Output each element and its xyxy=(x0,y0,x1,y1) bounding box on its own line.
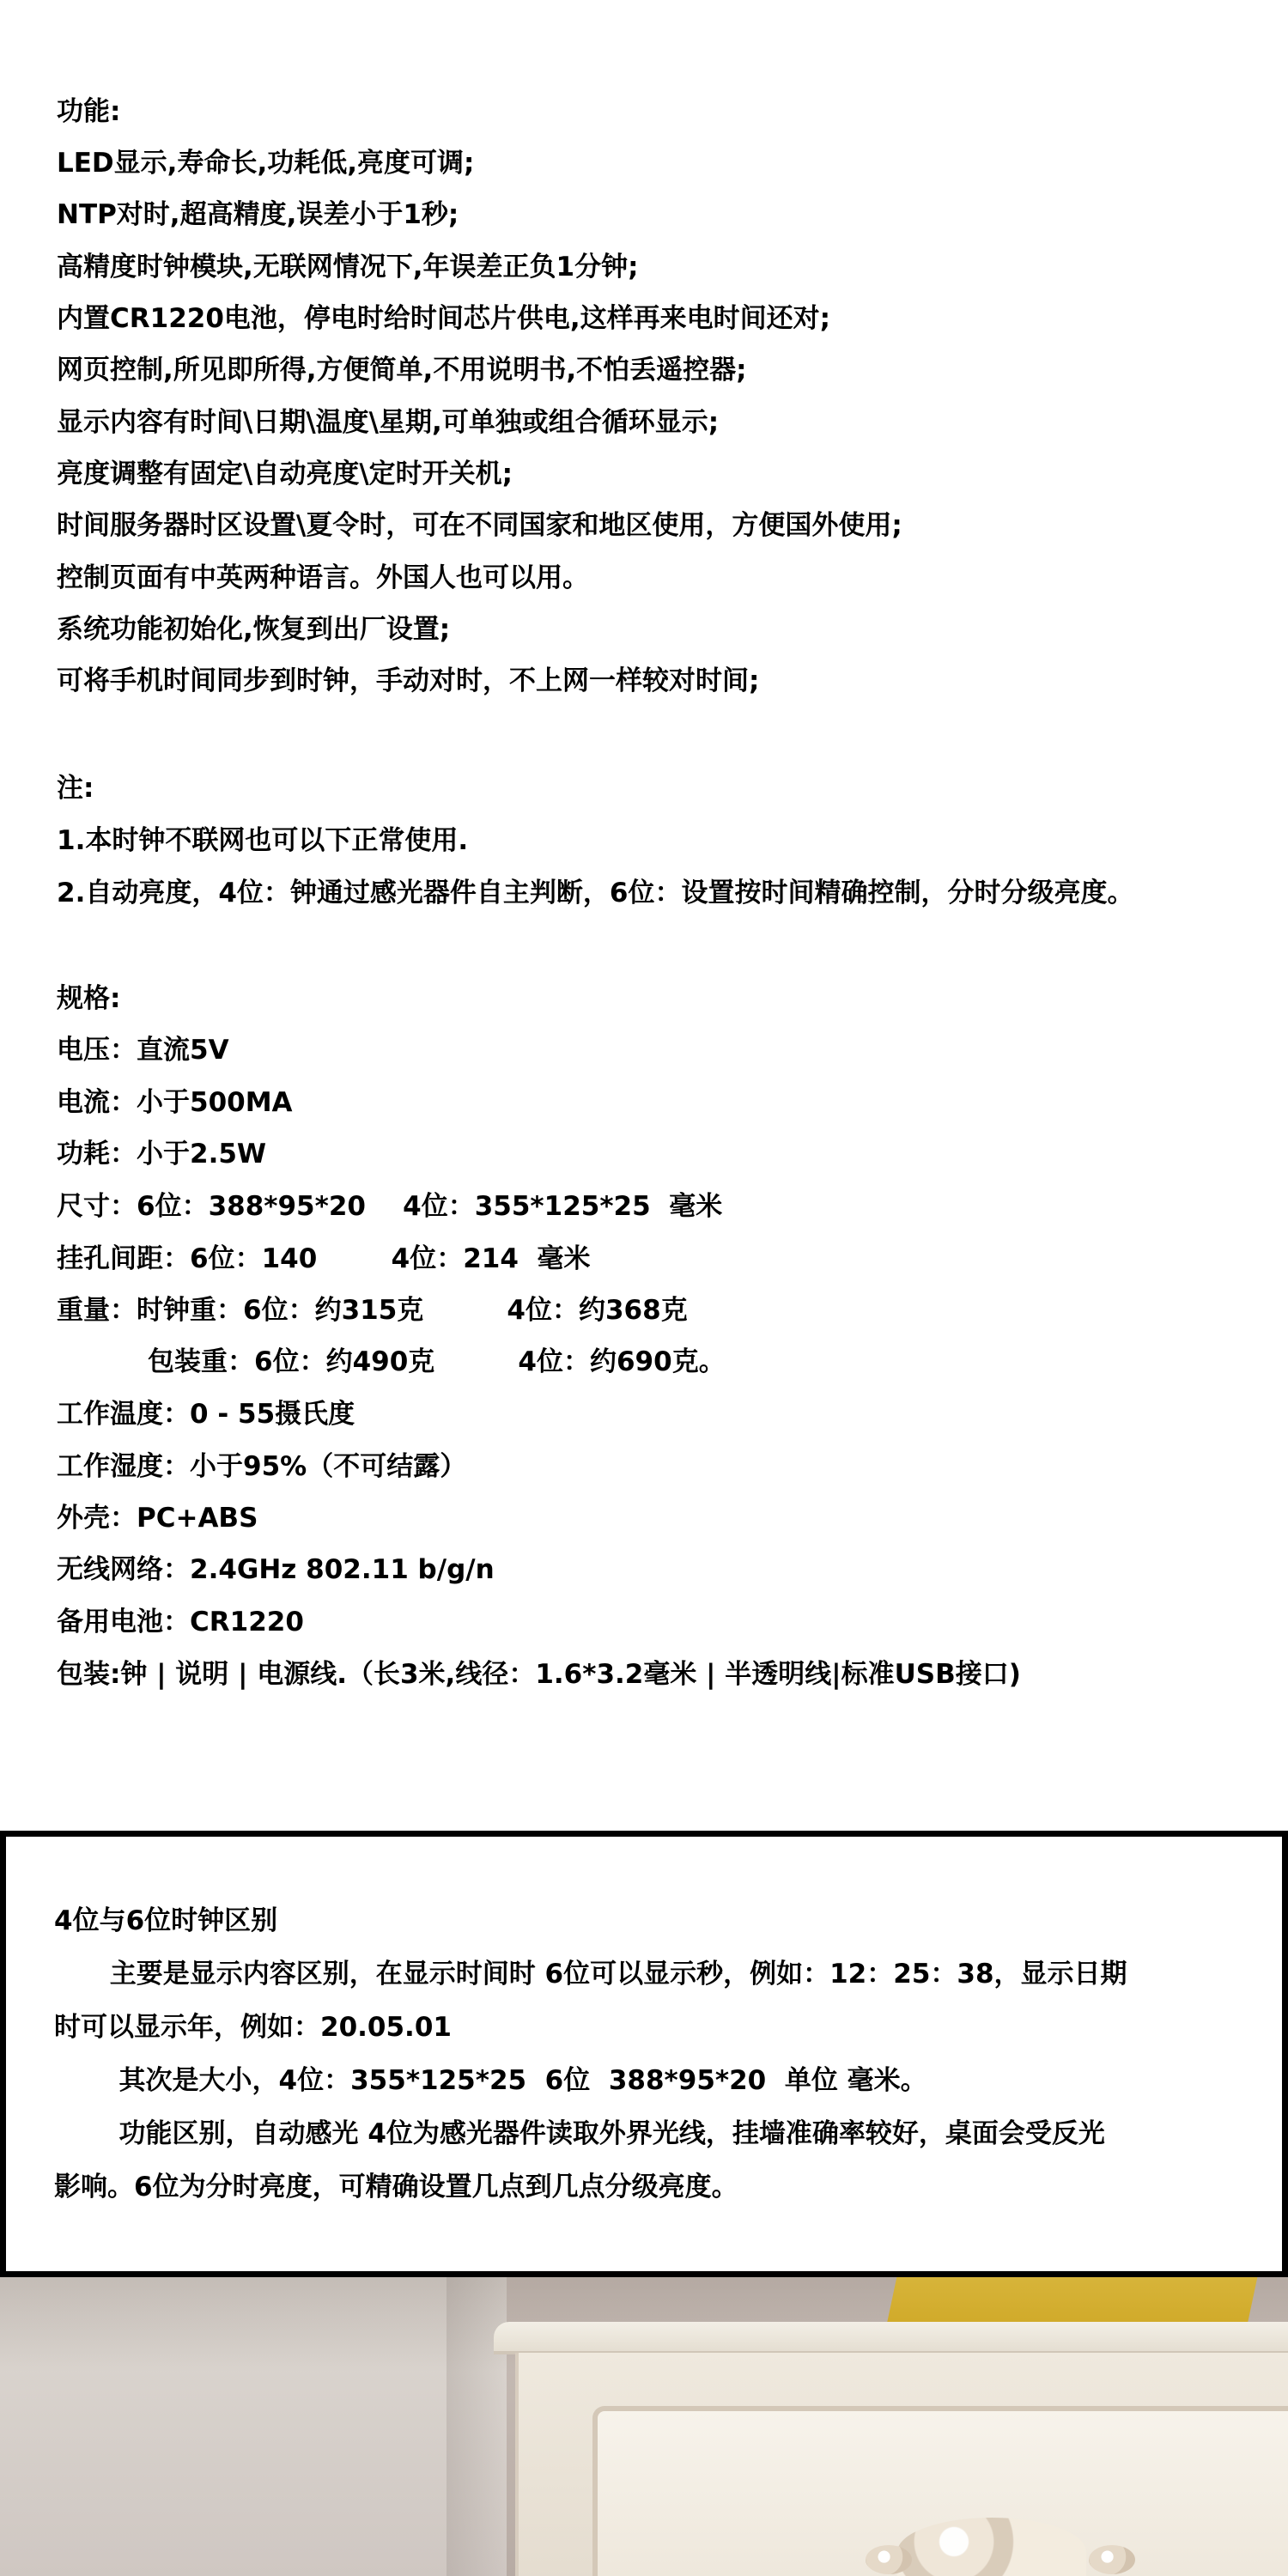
feature-item: 亮度调整有固定\自动亮度\定时开关机; xyxy=(57,459,513,489)
feature-item: 可将手机时间同步到时钟，手动对时，不上网一样较对时间; xyxy=(57,665,760,696)
dresser-top xyxy=(494,2322,1288,2354)
spec-item: 电压：直流5V xyxy=(57,1035,229,1066)
spec-item: 工作温度：0 - 55摄氏度 xyxy=(57,1399,355,1430)
spec-item: 电流：小于500MA xyxy=(57,1087,293,1118)
spec-item: 包装:钟 | 说明 | 电源线.（长3米,线径：1.6*3.2毫米 | 半透明线|标准USB接口) xyxy=(57,1659,1021,1690)
comparison-line: 主要是显示内容区别，在显示时间时 6位可以显示秒，例如：12：25：38，显示日期 xyxy=(54,1959,1127,1990)
spec-item: 外壳：PC+ABS xyxy=(57,1503,258,1534)
note-item: 2.自动亮度，4位：钟通过感光器件自主判断，6位：设置按时间精确控制，分时分级亮度。 xyxy=(57,878,1134,908)
feature-item: NTP对时,超高精度,误差小于1秒; xyxy=(57,199,459,230)
spec-item: 无线网络：2.4GHz 802.11 b/g/n xyxy=(57,1554,495,1585)
comparison-line: 影响。6位为分时亮度，可精确设置几点到几点分级亮度。 xyxy=(54,2172,738,2202)
ornament-detail xyxy=(1089,2545,1135,2574)
spec-item: 尺寸：6位：388*95*20 4位：355*125*25 毫米 xyxy=(57,1191,723,1222)
wall-edge-shadow xyxy=(447,2277,507,2576)
comparison-title: 4位与6位时钟区别 xyxy=(54,1905,278,1936)
spec-item: 功耗：小于2.5W xyxy=(57,1139,267,1170)
comparison-line: 其次是大小，4位：355*125*25 6位 388*95*20 单位 毫米。 xyxy=(54,2065,927,2096)
features-heading: 功能: xyxy=(57,96,121,127)
spec-item: 包装重：6位：约490克 4位：约690克。 xyxy=(148,1346,726,1377)
feature-item: 高精度时钟模块,无联网情况下,年误差正负1分钟; xyxy=(57,252,639,283)
spec-item: 挂孔间距：6位：140 4位：214 毫米 xyxy=(57,1243,591,1274)
feature-item: 系统功能初始化,恢复到出厂设置; xyxy=(57,614,451,645)
comparison-box xyxy=(0,1831,1288,2277)
comparison-line: 功能区别，自动感光 4位为感光器件读取外界光线，挂墙准确率较好，桌面会受反光 xyxy=(54,2118,1105,2149)
note-item: 1.本时钟不联网也可以下正常使用. xyxy=(57,825,469,856)
feature-item: 时间服务器时区设置\夏令时，可在不同国家和地区使用，方便国外使用; xyxy=(57,510,902,541)
spec-item: 重量：时钟重：6位：约315克 4位：约368克 xyxy=(57,1295,688,1326)
feature-item: 控制页面有中英两种语言。外国人也可以用。 xyxy=(57,562,589,593)
feature-item: 网页控制,所见即所得,方便简单,不用说明书,不怕丢遥控器; xyxy=(57,355,747,386)
feature-item: 显示内容有时间\日期\温度\星期,可单独或组合循环显示; xyxy=(57,407,720,438)
notes-heading: 注: xyxy=(57,773,94,804)
product-photo-area xyxy=(0,2277,1288,2576)
specs-heading: 规格: xyxy=(57,983,121,1014)
spec-item: 工作湿度：小于95%（不可结露） xyxy=(57,1451,467,1482)
feature-item: LED显示,寿命长,功耗低,亮度可调; xyxy=(57,148,475,179)
feature-item: 内置CR1220电池，停电时给时间芯片供电,这样再来电时间还对; xyxy=(57,303,831,334)
comparison-line: 时可以显示年，例如：20.05.01 xyxy=(54,2012,452,2043)
spec-item: 备用电池：CR1220 xyxy=(57,1607,304,1637)
ornament-detail xyxy=(866,2545,912,2574)
